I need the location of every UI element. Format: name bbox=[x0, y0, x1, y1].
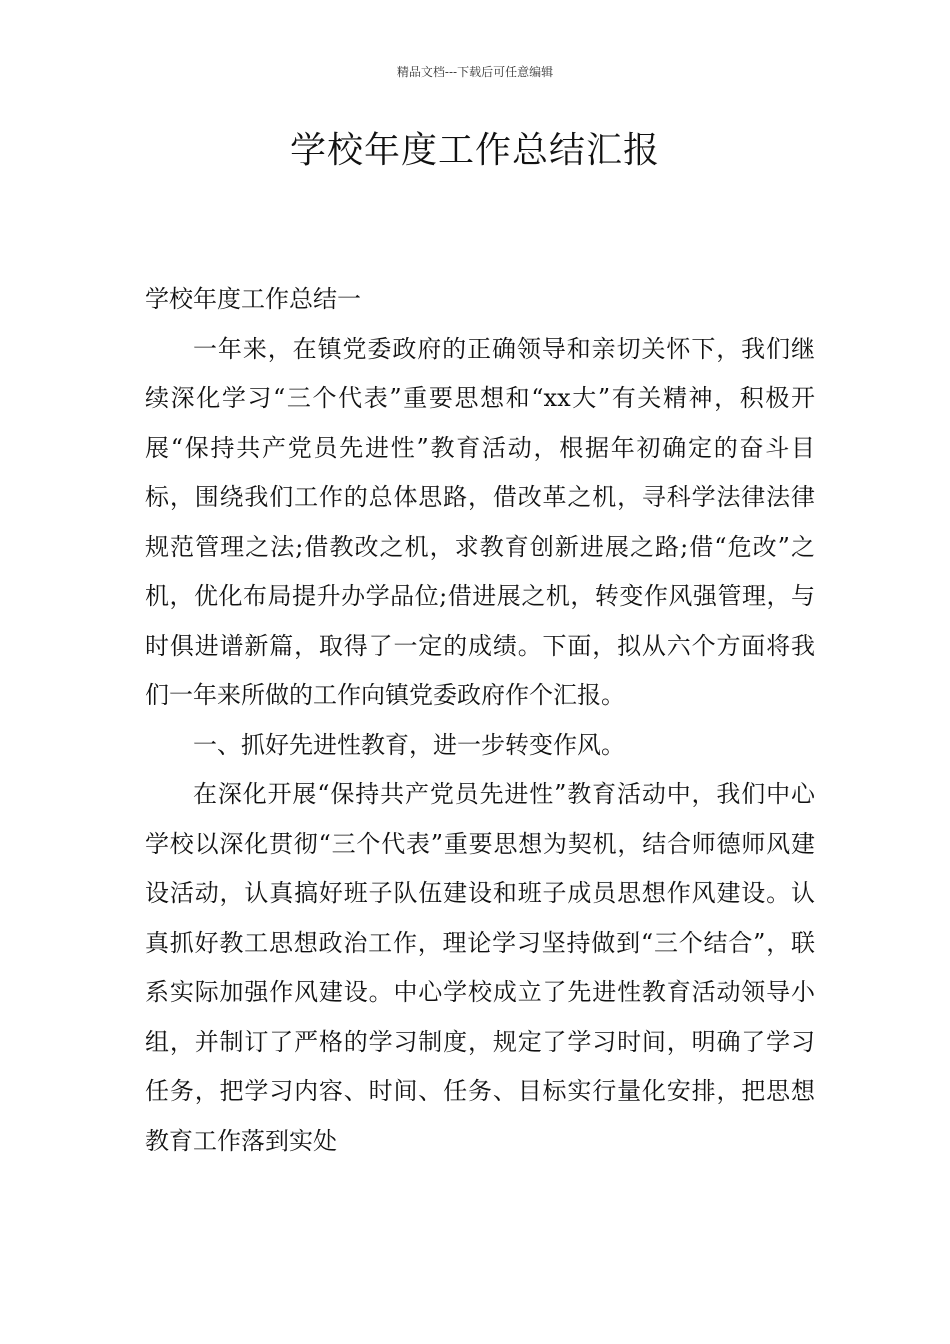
document-title: 学校年度工作总结汇报 bbox=[289, 130, 660, 171]
document-body bbox=[145, 275, 815, 1166]
header-note: 精品文档---下载后可任意编辑 bbox=[396, 65, 554, 79]
subsection-heading: 一、抓好先进性教育，进一步转变作风。 bbox=[193, 730, 625, 759]
body-paragraph: 在深化开展“保持共产党员先进性”教育活动中，我们中心学校以深化贯彻“三个代表”重要思想为契机，结合师德师风建设活动，认真搞好班子队伍建设和班子成员思想作风建设。认真抓好教工思想政治工作，理论学习坚持做到“三个结合”，联系实际加强作风建设。中心学校成立了先进性教育活动领导小组，并制订了严格的学习制度，规定了学习时间，明确了学习任务，把学习内容、时间、任务、目标实行量化安排，把思想教育工作落到实处 bbox=[145, 780, 815, 1155]
body-paragraph: 一年来，在镇党委政府的正确领导和亲切关怀下，我们继续深化学习“三个代表”重要思想和“xx大”有关精神，积极开展“保持共产党员先进性”教育活动，根据年初确定的奋斗目标，围绕我们工作的总体思路，借改革之机，寻科学法律法律规范管理之法;借教改之机，求教育创新进展之路;借“危改”之机，优化布局提升办学品位;借进展之机，转变作风强管理，与时俱进谱新篇，取得了一定的成绩。下面，拟从六个方面将我们一年来所做的工作向镇党委政府作个汇报。 bbox=[145, 334, 815, 709]
section-heading: 学校年度工作总结一 bbox=[145, 285, 361, 313]
